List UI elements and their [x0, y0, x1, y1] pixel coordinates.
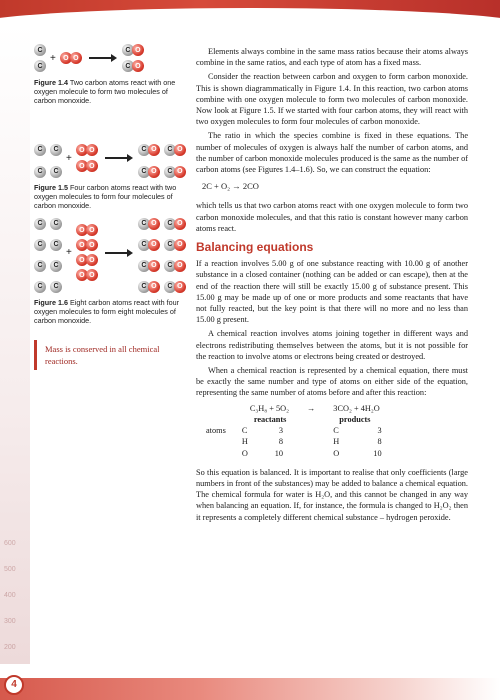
reactant-count: 3 [278, 426, 283, 436]
co-pair-row [138, 254, 186, 272]
carbon-pair-row [34, 233, 62, 251]
oxygen-atom: O [86, 160, 98, 172]
reaction-arrow [105, 157, 131, 159]
carbon-atom: C [34, 144, 46, 156]
oxygen-molecule [76, 224, 98, 236]
co-molecule [164, 260, 186, 272]
co-pair-row [138, 233, 186, 251]
oxygen-atom: O [132, 44, 144, 56]
paragraph: The ratio in which the species combine is fixed in these equations. The number of molecules of oxygen is always half the number of carbon atoms, and the number of carbon monoxide molecules produced is the same as the number of carbon atoms (see Figures 1.4–1.6). So, we can construct the equation: [196, 131, 468, 175]
reactant-count: 8 [278, 437, 283, 447]
reaction-arrow [105, 252, 131, 254]
carbon-atom: C [164, 144, 176, 156]
product-column [122, 44, 144, 72]
oxygen-atom: O [86, 269, 98, 281]
product-count: 10 [373, 448, 382, 458]
oxygen-molecule [76, 254, 98, 266]
oxygen-atom: O [86, 239, 98, 251]
oxygen-atom: O [174, 281, 186, 293]
element-symbol: H [241, 437, 248, 447]
carbon-pair-row [34, 138, 62, 156]
element-symbol: C [241, 426, 248, 436]
oxygen-atom: O [70, 52, 82, 64]
carbon-atom: C [138, 166, 150, 178]
oxygen-molecule [60, 52, 82, 64]
carbon-atom: C [34, 239, 46, 251]
carbon-atom: C [164, 218, 176, 230]
element-symbol: C [333, 426, 339, 436]
carbon-atom: C [138, 218, 150, 230]
co-molecule [122, 44, 144, 56]
margin-note: Mass is conserved in all chemical reactions. [34, 340, 193, 370]
carbon-atom: C [34, 60, 46, 72]
figure-1-4 [34, 44, 184, 105]
oxygen-molecule [76, 160, 98, 172]
co-molecule [164, 166, 186, 178]
oxygen-atom: O [76, 224, 88, 236]
equation: 2C + O₂ → 2CO [202, 181, 259, 192]
footer-band [0, 678, 500, 700]
carbon-atom: C [164, 166, 176, 178]
paragraph: which tells us that two carbon atoms react with one oxygen molecule to form two carbon monoxide molecules, and that this ratio is constant however many carbon atoms react. [196, 201, 468, 233]
co-molecule [138, 144, 160, 156]
ruler-tick: 200 [4, 644, 16, 651]
carbon-atom: C [50, 218, 62, 230]
oxygen-column [76, 224, 98, 281]
product-count: 3 [377, 426, 382, 436]
figure-caption [34, 298, 184, 325]
paragraph: If a reaction involves 5.00 g of one substance reacting with 10.00 g of another substance in a closed container (nothing can be added or can escape), then at the end of the reaction there will still be exactly 15.00 g of substance present. This 15.00 g may be made up of one or more products and some reactants that have not fully reacted, but the key point is that there will no more and no less than 15.00 g present. [196, 259, 468, 325]
element-symbol: O [241, 448, 248, 458]
figure-text: Four carbon atoms react with two oxygen molecules to form four molecules of carbon monoxide. [34, 183, 177, 210]
plus-sign: + [50, 52, 56, 64]
carbon-atom: C [50, 260, 62, 272]
carbon-column [34, 44, 46, 72]
paragraph: Consider the reaction between carbon and oxygen to form carbon monoxide. This is shown diagrammatically in Figure 1.4. In this reaction, two carbon atoms combine with one oxygen molecule to form two molecules of carbon monoxide. Now look at Figure 1.5. If we started with four carbon atoms, they will react with two oxygen molecules to form four molecules of carbon monoxide. [196, 72, 468, 127]
oxygen-atom: O [174, 218, 186, 230]
ruler-tick: 300 [4, 618, 16, 625]
oxygen-molecule [76, 269, 98, 281]
oxygen-atom: O [148, 239, 160, 251]
ruler-tick: 600 [4, 540, 16, 547]
carbon-column [34, 212, 62, 293]
oxygen-atom: O [60, 52, 72, 64]
figure-text: Eight carbon atoms react with four oxygen molecules to form eight molecules of carbon monoxide. [34, 298, 180, 325]
carbon-atom: C [50, 144, 62, 156]
co-molecule [122, 60, 144, 72]
carbon-atom: C [138, 281, 150, 293]
paragraph: Elements always combine in the same mass ratios because their atoms always combine in the same ratios, and each type of atom has a fixed mass. [196, 47, 468, 68]
ruler-tick: 500 [4, 566, 16, 573]
co-molecule [164, 218, 186, 230]
co-pair-row [138, 160, 186, 178]
co-pair-row [138, 138, 186, 156]
carbon-atom: C [122, 60, 134, 72]
oxygen-atom: O [132, 60, 144, 72]
co-pair-row [138, 212, 186, 230]
oxygen-atom: O [86, 224, 98, 236]
oxygen-atom: O [174, 239, 186, 251]
oxygen-molecule [76, 144, 98, 156]
carbon-atom: C [34, 281, 46, 293]
oxygen-atom: O [76, 239, 88, 251]
element-symbol: O [333, 448, 340, 458]
oxygen-column [76, 144, 98, 172]
oxygen-atom: O [76, 160, 88, 172]
reactants-label: reactants [253, 414, 287, 424]
carbon-atom: C [50, 281, 62, 293]
co-molecule [164, 144, 186, 156]
carbon-atom: C [138, 239, 150, 251]
carbon-atom: C [122, 44, 134, 56]
products-label: products [339, 414, 371, 424]
co-molecule [164, 281, 186, 293]
figure-caption [34, 183, 184, 210]
carbon-atom: C [164, 281, 176, 293]
carbon-pair-row [34, 212, 62, 230]
oxygen-atom: O [174, 260, 186, 272]
oxygen-atom: O [76, 269, 88, 281]
section-heading: Balancing equations [196, 240, 314, 255]
carbon-pair-row [34, 160, 62, 178]
figure-label: Figure 1.5 [34, 183, 68, 192]
figure-1-6 [34, 212, 186, 325]
oxygen-atom: O [174, 166, 186, 178]
co-molecule [138, 281, 160, 293]
figure-text: Two carbon atoms react with one oxygen molecule to form two molecules of carbon monoxide. [34, 78, 176, 105]
oxygen-atom: O [148, 144, 160, 156]
carbon-atom: C [34, 260, 46, 272]
reaction-lhs: C₃H₈ + 5O₂ [249, 403, 289, 413]
oxygen-molecule [76, 239, 98, 251]
oxygen-atom: O [86, 254, 98, 266]
figure-1-4-diagram [34, 44, 184, 72]
oxygen-atom: O [148, 218, 160, 230]
main-text-column [196, 46, 468, 526]
carbon-pair-row [34, 254, 62, 272]
carbon-atom: C [50, 239, 62, 251]
plus-sign: + [66, 152, 72, 164]
oxygen-atom: O [174, 144, 186, 156]
graduated-cylinder-decor [4, 520, 26, 660]
paragraph: When a chemical reaction is represented by a chemical equation, there must be exactly the same number and type of atoms on either side of the equation, representing the same number of atoms before and after this reaction: [196, 366, 468, 398]
co-molecule [138, 239, 160, 251]
oxygen-atom: O [148, 281, 160, 293]
reaction-arrow [89, 57, 115, 59]
figure-label: Figure 1.4 [34, 78, 68, 87]
product-column [138, 212, 186, 293]
carbon-column [34, 138, 62, 178]
oxygen-atom: O [148, 260, 160, 272]
element-symbol: H [333, 437, 340, 447]
figure-caption [34, 78, 184, 105]
carbon-atom: C [50, 166, 62, 178]
reaction-table [202, 403, 386, 459]
carbon-atom: C [138, 260, 150, 272]
figure-label: Figure 1.6 [34, 298, 68, 307]
co-molecule [138, 218, 160, 230]
plus-sign: + [66, 247, 72, 258]
carbon-atom: C [34, 218, 46, 230]
carbon-atom: C [164, 239, 176, 251]
carbon-atom: C [34, 166, 46, 178]
carbon-atom: C [34, 44, 46, 56]
oxygen-atom: O [76, 144, 88, 156]
page-number: 4 [4, 675, 24, 695]
paragraph: A chemical reaction involves atoms joining together in different ways and electrons redistributing themselves between the atoms, but it is not possible for the reaction to involve atoms or electrons being created or destroyed. [196, 329, 468, 361]
product-count: 8 [377, 437, 382, 447]
reactant-count: 10 [274, 448, 283, 458]
reaction-arrow: → [307, 403, 316, 413]
oxygen-atom: O [76, 254, 88, 266]
figure-1-5-diagram [34, 138, 186, 178]
co-molecule [138, 260, 160, 272]
paragraph: So this equation is balanced. It is important to realise that only coefficients (large numbers in front of the substances) may be added to balance a chemical equation. The chemical formula for water is H₂O, and this cannot be changed in any way when balancing an equation. If, for instance, the formula is changed to H₂O₂ then it represents a completely different chemical substance – hydrogen peroxide. [196, 467, 468, 522]
header-curve [0, 8, 500, 48]
carbon-atom: C [164, 260, 176, 272]
figure-1-6-diagram [34, 212, 186, 293]
carbon-atom: C [138, 144, 150, 156]
ruler-tick: 400 [4, 592, 16, 599]
co-molecule [138, 166, 160, 178]
atoms-label: atoms [206, 426, 226, 436]
product-column [138, 138, 186, 178]
oxygen-atom: O [86, 144, 98, 156]
co-molecule [164, 239, 186, 251]
co-pair-row [138, 275, 186, 293]
carbon-pair-row [34, 275, 62, 293]
reaction-rhs: 3CO₂ + 4H₂O [333, 403, 380, 413]
figure-1-5 [34, 138, 186, 210]
oxygen-atom: O [148, 166, 160, 178]
